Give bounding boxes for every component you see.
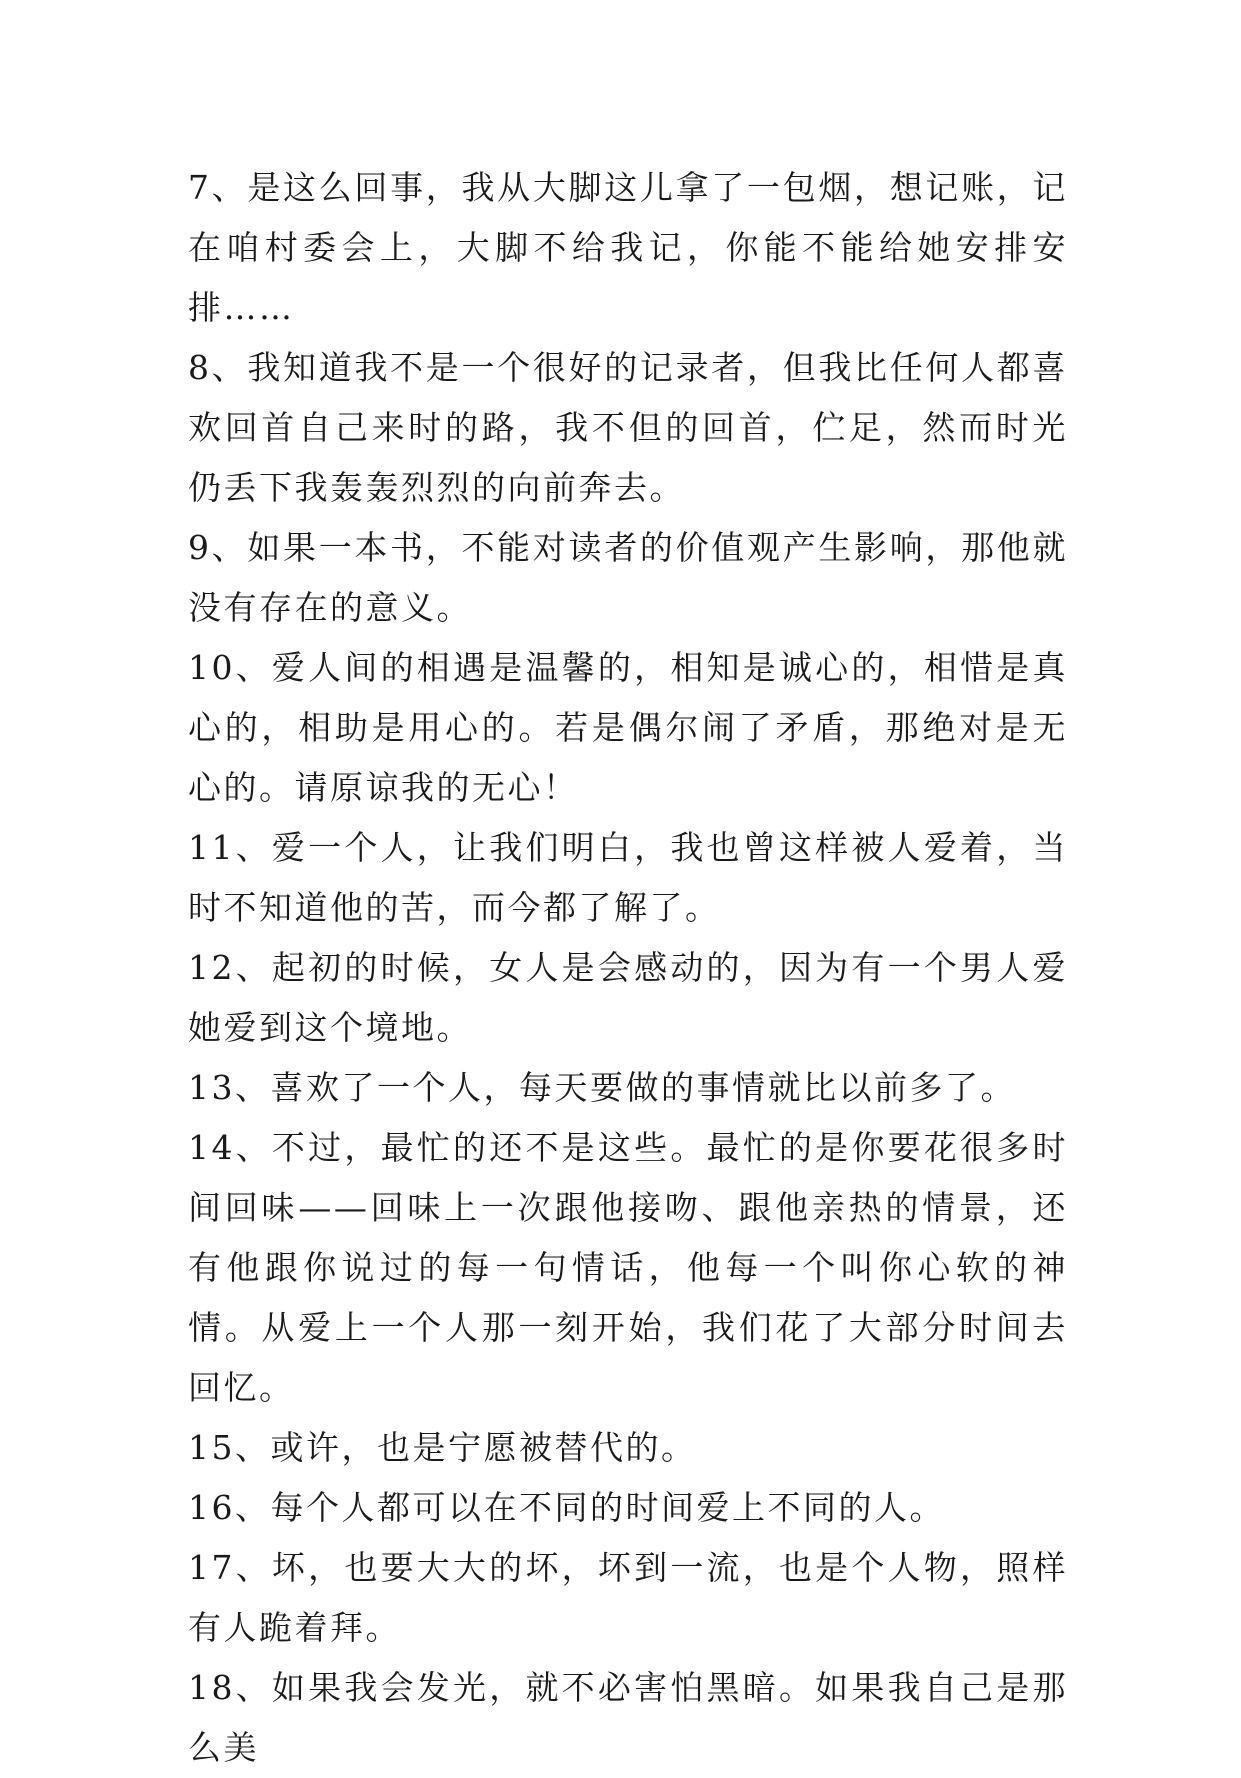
paragraph-8: 8、我知道我不是一个很好的记录者，但我比任何人都喜欢回首自己来时的路，我不但的回首，伫足，然而时光仍丢下我轰轰烈烈的向前奔去。 (188, 348, 1068, 507)
paragraph-13: 13、喜欢了一个人，每天要做的事情就比以前多了。 (188, 1068, 1016, 1107)
paragraph-7: 7、是这么回事，我从大脚这儿拿了一包烟，想记账，记在咱村委会上，大脚不给我记，你能不能给她安排安排…… (188, 168, 1068, 327)
paragraph-16: 16、每个人都可以在不同的时间爱上不同的人。 (188, 1488, 945, 1527)
paragraph-15: 15、或许，也是宁愿被替代的。 (188, 1428, 697, 1467)
paragraph-14: 14、不过，最忙的还不是这些。最忙的是你要花很多时间回味——回味上一次跟他接吻、跟他亲热的情景，还有他跟你说过的每一句情话，他每一个叫你心软的神情。从爱上一个人那一刻开始，我们花了大部分时间去回忆。 (188, 1128, 1068, 1407)
document-body (188, 158, 1068, 1778)
paragraph-17: 17、坏，也要大大的坏，坏到一流，也是个人物，照样有人跪着拜。 (188, 1548, 1068, 1647)
paragraph-12: 12、起初的时候，女人是会感动的，因为有一个男人爱她爱到这个境地。 (188, 948, 1068, 1047)
paragraph-11: 11、爱一个人，让我们明白，我也曾这样被人爱着，当时不知道他的苦，而今都了解了。 (188, 828, 1068, 927)
paragraph-9: 9、如果一本书，不能对读者的价值观产生影响，那他就没有存在的意义。 (188, 528, 1068, 627)
paragraph-18: 18、如果我会发光，就不必害怕黑暗。如果我自己是那么美 (188, 1668, 1068, 1767)
paragraph-10: 10、爱人间的相遇是温馨的，相知是诚心的，相惜是真心的，相助是用心的。若是偶尔闹了矛盾，那绝对是无心的。请原谅我的无心！ (188, 648, 1068, 807)
